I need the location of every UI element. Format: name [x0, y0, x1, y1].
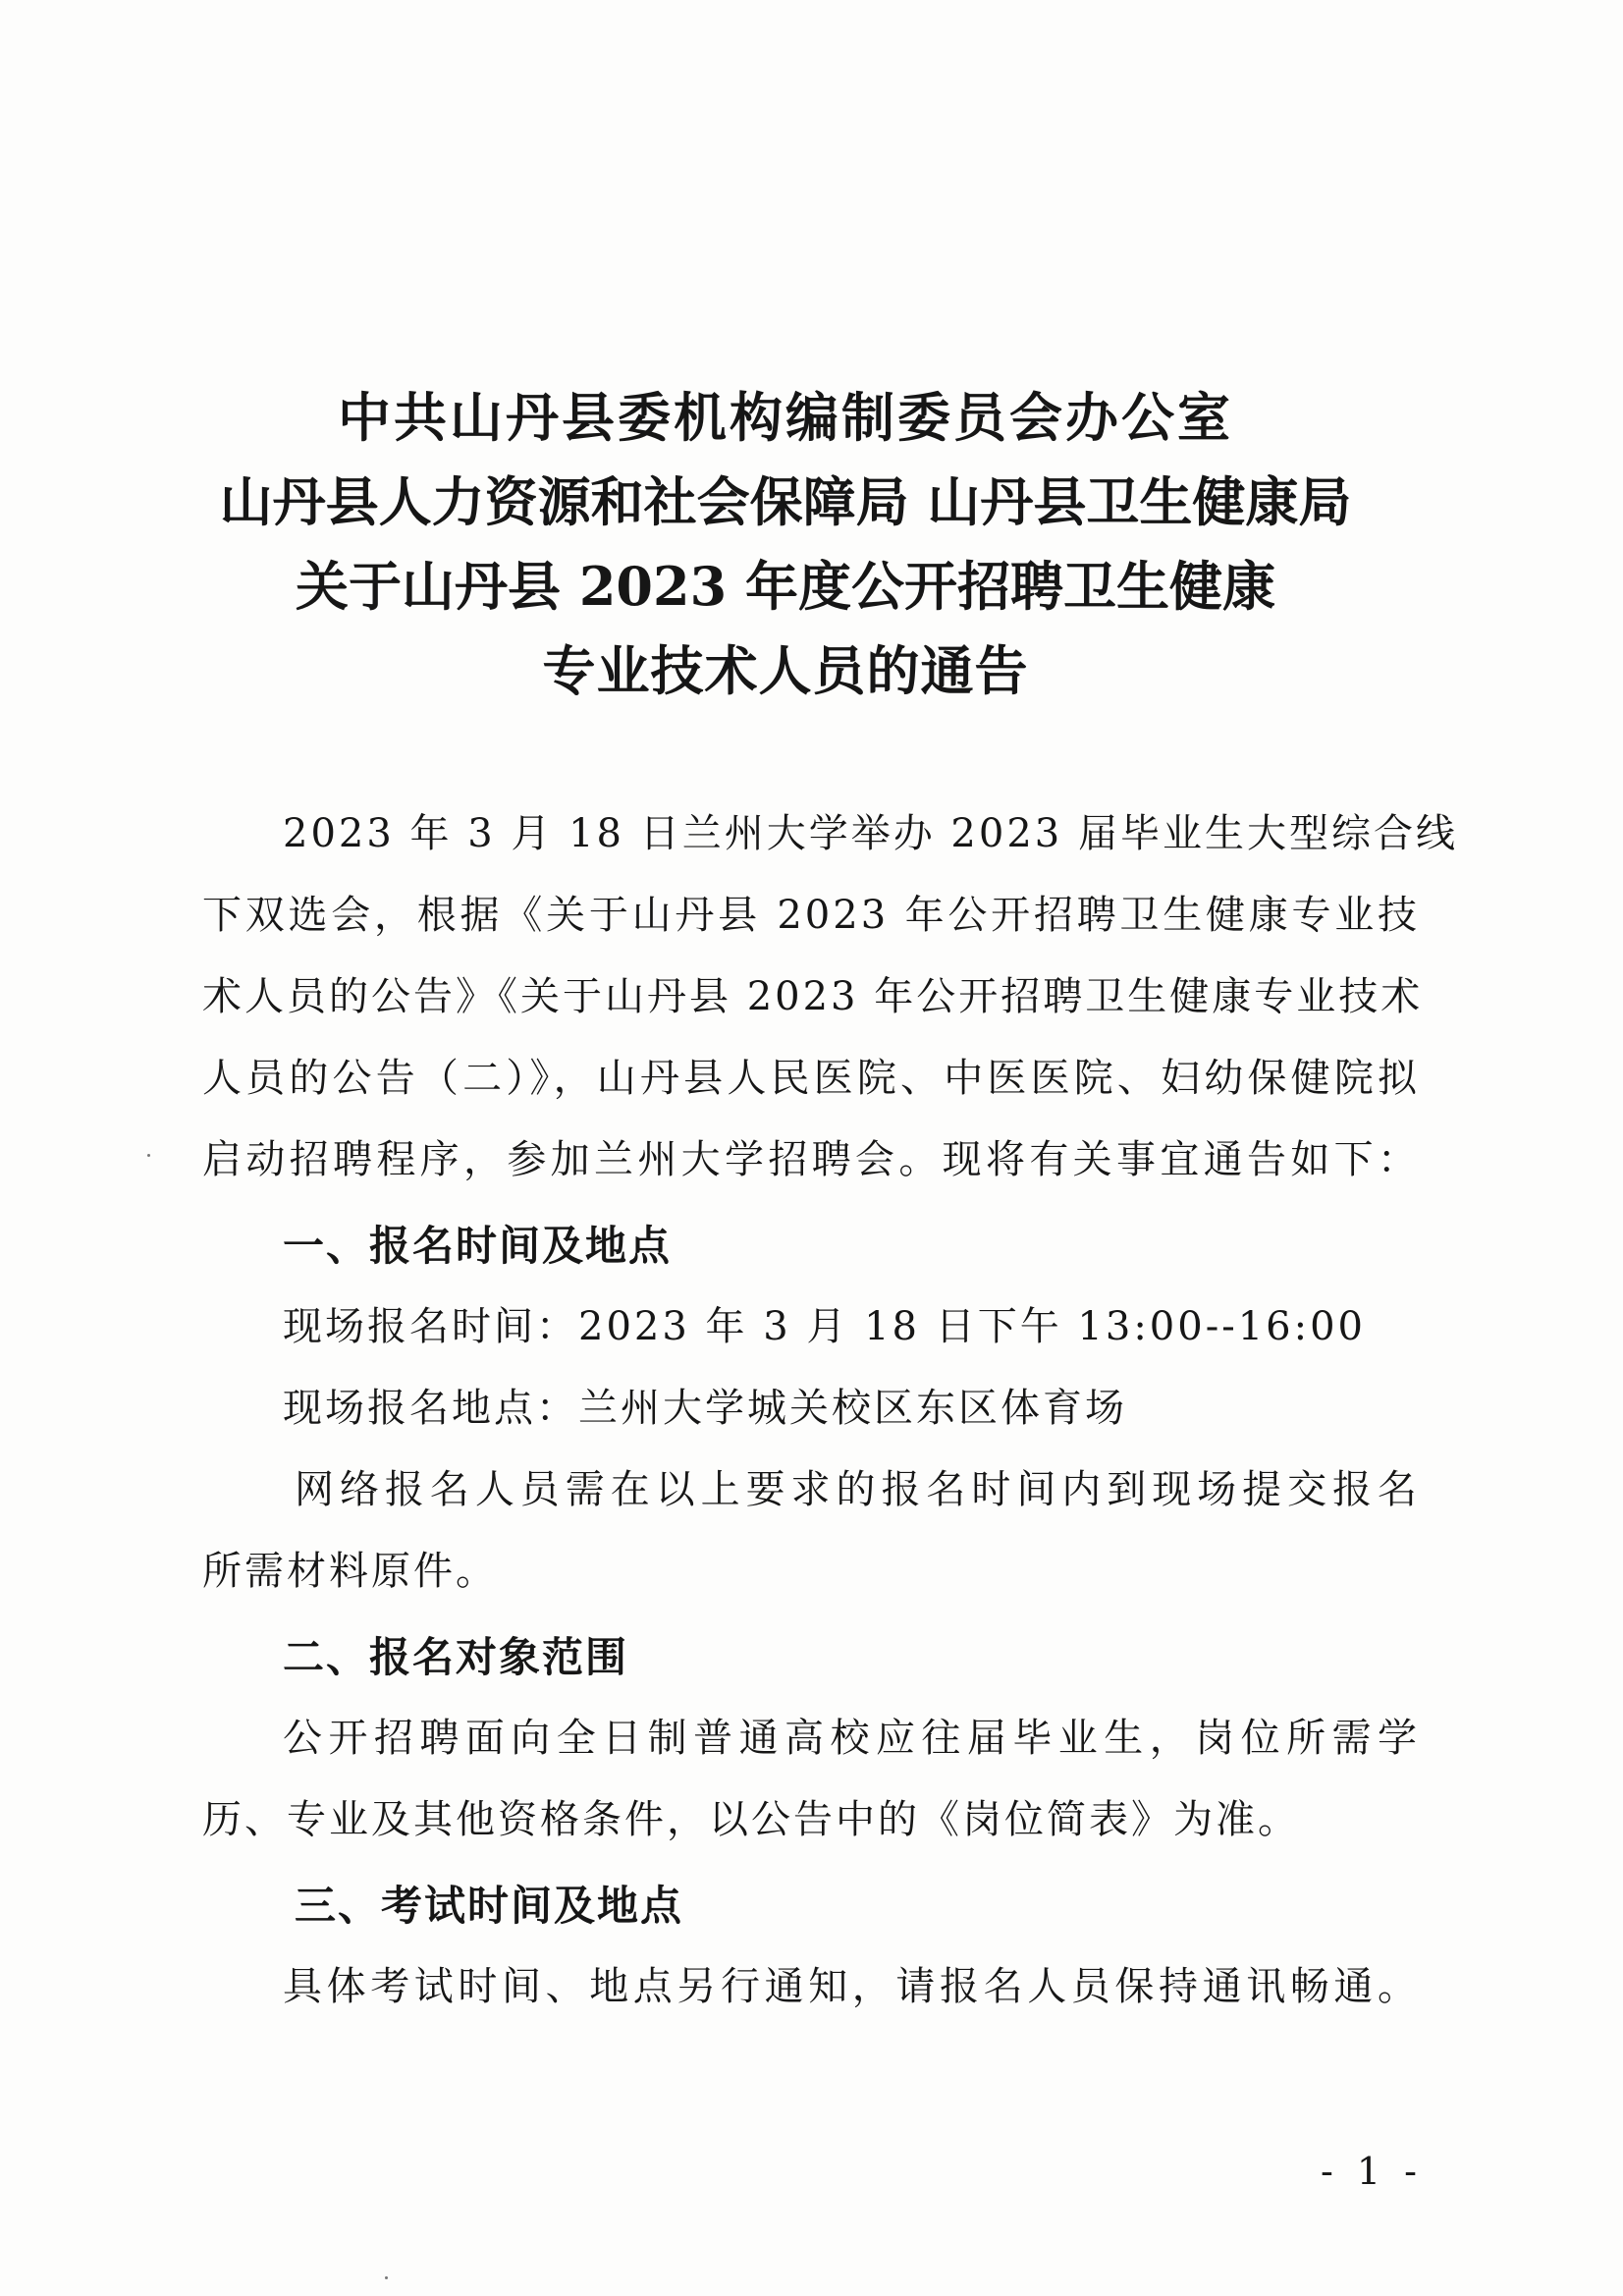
- section-2-heading: 二、报名对象范围: [283, 1633, 629, 1681]
- title-line-1: 中共山丹县委机构编制委员会办公室: [338, 386, 1233, 449]
- registration-time: 现场报名时间：2023 年 3 月 18 日下午 13:00--16:00: [283, 1304, 1367, 1349]
- registration-place: 现场报名地点：兰州大学城关校区东区体育场: [283, 1386, 1127, 1431]
- title-line-4: 专业技术人员的通告: [542, 639, 1029, 702]
- scope-line-2: 历、专业及其他资格条件，以公告中的《岗位简表》为准。: [202, 1797, 1300, 1842]
- title-line-2: 山丹县人力资源和社会保障局 山丹县卫生健康局: [219, 470, 1352, 533]
- scan-speck: [385, 2276, 388, 2279]
- scan-speck: [147, 1154, 150, 1157]
- title-line-3: 关于山丹县 2023 年度公开招聘卫生健康: [296, 555, 1275, 618]
- intro-line-2: 下双选会，根据《关于山丹县 2023 年公开招聘卫生健康专业技: [202, 893, 1420, 938]
- intro-line-1: 2023 年 3 月 18 日兰州大学举办 2023 届毕业生大型综合线: [283, 811, 1458, 856]
- section-1-heading: 一、报名时间及地点: [283, 1222, 673, 1270]
- page-number: - 1 -: [1321, 2150, 1424, 2193]
- scope-line-1: 公开招聘面向全日制普通高校应往届毕业生，岗位所需学: [283, 1716, 1420, 1761]
- intro-line-4: 人员的公告（二）》，山丹县人民医院、中医医院、妇幼保健院拟: [202, 1056, 1420, 1101]
- online-note-line-1: 网络报名人员需在以上要求的报名时间内到现场提交报名: [295, 1467, 1420, 1512]
- intro-line-3: 术人员的公告》《关于山丹县 2023 年公开招聘卫生健康专业技术: [202, 974, 1424, 1019]
- online-note-line-2: 所需材料原件。: [202, 1549, 498, 1594]
- exam-line-1: 具体考试时间、地点另行通知，请报名人员保持通讯畅通。: [283, 1964, 1420, 2009]
- intro-line-5: 启动招聘程序，参加兰州大学招聘会。现将有关事宜通告如下：: [202, 1137, 1420, 1182]
- section-3-heading: 三、考试时间及地点: [295, 1882, 684, 1930]
